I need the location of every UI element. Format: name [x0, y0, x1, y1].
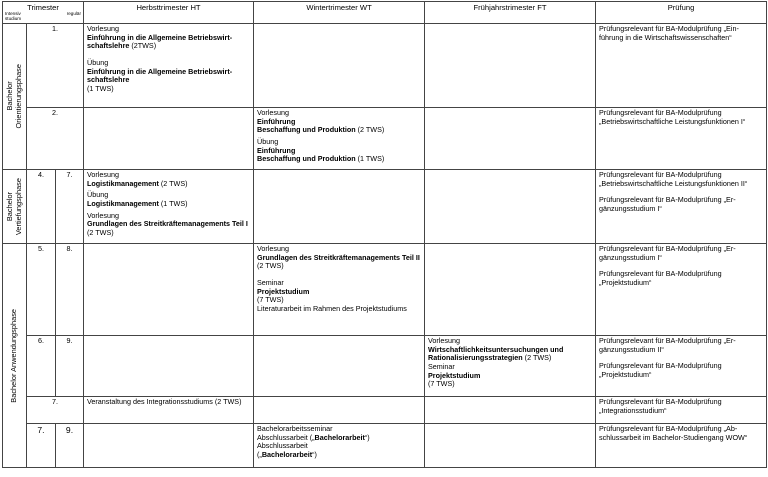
course-title: Bachelorarbeit	[261, 449, 313, 459]
table-row	[3, 108, 767, 170]
curriculum-table	[2, 1, 767, 468]
wt-cell	[254, 244, 425, 336]
trimester-title: Trimester	[27, 3, 59, 12]
course-type: Abschlussarbeit	[257, 441, 308, 451]
pruefung-cell	[596, 170, 767, 244]
course-tws: (7 TWS)	[428, 379, 455, 389]
trimester-number-regulaer: 9.	[56, 424, 84, 468]
ht-cell	[84, 170, 254, 244]
phase-vertiefung	[3, 170, 27, 244]
table-row	[3, 170, 767, 244]
course-type: Vorlesung	[257, 244, 289, 253]
pruefung-text: Prüfungsrelevant für BA-Modulprüfung „Betriebswirtschaftliche Leistungsfunktionen II“	[599, 170, 748, 188]
trimester-number-regulaer: 9.	[56, 336, 84, 397]
wt-cell	[254, 108, 425, 170]
course-type: Vorlesung	[257, 108, 289, 117]
pruefung-cell: Prüfungsrelevant für BA-Modulprüfung „Betriebswirtschaftliche Leistungsfunktionen I“	[596, 108, 767, 170]
course-title: Grundlagen des Streitkräftemanagements Teil II	[257, 252, 420, 262]
table-row	[3, 244, 767, 336]
ft-cell	[425, 108, 596, 170]
ft-cell	[425, 336, 596, 397]
course-title: Einführung	[257, 145, 296, 155]
course-type: Seminar	[428, 361, 455, 371]
header-row	[3, 2, 767, 24]
ft-cell	[425, 24, 596, 108]
trimester-number: 2.	[27, 108, 84, 170]
pruefung-cell: Prüfungsrelevant für BA-Modulprüfung „Ab-schlussarbeit im Bachelor-Studiengang WOW“	[596, 424, 767, 468]
course-type: Vorlesung	[87, 170, 119, 179]
wt-cell	[254, 24, 425, 108]
course-title: Einführung in die Allgemeine Betriebswirt-schaftslehre	[87, 32, 233, 51]
trimester-number-intensiv: 6.	[27, 336, 56, 397]
pruefung-cell: Prüfungsrelevant für BA-Modulprüfung „Ein-führung in die Wirtschaftswissenschaften“	[596, 24, 767, 108]
course-note: („	[257, 449, 262, 459]
course-type: Vorlesung	[428, 336, 460, 345]
course-tws: (2 TWS)	[87, 227, 114, 237]
course-tws: (2TWS)	[129, 41, 157, 51]
course-tws: (2 TWS)	[355, 125, 385, 135]
course-type: Übung	[257, 136, 279, 146]
pruefung-text: Prüfungsrelevant für BA-Modulprüfung „Projektstudium“	[599, 269, 722, 287]
course-type: Vorlesung	[87, 210, 119, 220]
pruefung-text: Prüfungsrelevant für BA-Modulprüfung „Er-gänzungsstudium I“	[599, 195, 736, 213]
phase-vertiefung-label: Bachelor Vertiefungsphase	[4, 177, 23, 236]
trimester-number-regulaer: 8.	[56, 244, 84, 336]
course-note: “)	[312, 449, 317, 459]
course-title: Logistikmanagement	[87, 198, 159, 208]
ht-cell	[84, 24, 254, 108]
trimester-number: 1.	[27, 24, 84, 108]
phase-orientierung	[3, 24, 27, 170]
trimester-number: 7.	[27, 397, 84, 424]
course-type: Übung	[87, 190, 109, 200]
trimester-number-regulaer: 7.	[56, 170, 84, 244]
course-type: Bachelorarbeitsseminar	[257, 424, 333, 433]
pruefung-text: Prüfungsrelevant für BA-Modulprüfung „Projektstudium“	[599, 361, 722, 379]
wt-cell	[254, 336, 425, 397]
course-title: Grundlagen des Streitkräftemanagements Teil I	[87, 219, 248, 229]
course-type: Seminar	[257, 277, 284, 287]
ft-cell	[425, 244, 596, 336]
course-type: Übung	[87, 57, 109, 67]
course-type: Vorlesung	[87, 24, 119, 33]
course-title: Wirtschaftlichkeitsuntersuchungen und Rationalisierungsstrategien	[428, 344, 564, 363]
ht-cell	[84, 424, 254, 468]
intensiv-label: Intensiv studium	[5, 11, 22, 21]
ht-cell	[84, 244, 254, 336]
pruefung-cell	[596, 244, 767, 336]
ht-cell: Veranstaltung des Integrationsstudiums (2 TWS)	[84, 397, 254, 424]
course-tws: (1 TWS)	[87, 83, 114, 93]
regulaer-label: regulär	[66, 11, 82, 17]
pruefung-text: Prüfungsrelevant für BA-Modulprüfung „Er-gänzungsstudium II“	[599, 336, 736, 354]
trimester-header	[3, 2, 84, 24]
phase-anwendung-label: Bachelor Anwendungsphase	[9, 308, 19, 403]
course-note: Literaturarbeit im Rahmen des Projektstudiums	[257, 303, 407, 313]
wt-header: Wintertrimester WT	[254, 2, 425, 24]
course-title: Projektstudium	[257, 286, 310, 296]
wt-cell	[254, 397, 425, 424]
course-note: Abschlussarbeit („	[257, 432, 315, 442]
ht-cell	[84, 336, 254, 397]
course-tws: (1 TWS)	[158, 198, 188, 208]
wt-cell	[254, 424, 425, 468]
trimester-number-intensiv: 7.	[27, 424, 56, 468]
ht-cell	[84, 108, 254, 170]
trimester-number-intensiv: 4.	[27, 170, 56, 244]
trimester-number-intensiv: 5.	[27, 244, 56, 336]
course-title: Projektstudium	[428, 370, 481, 380]
course-title: Einführung	[257, 116, 296, 126]
course-title: Logistikmanagement	[87, 178, 159, 188]
ft-header: Frühjahrstrimester FT	[425, 2, 596, 24]
table-row	[3, 336, 767, 397]
table-row	[3, 397, 767, 424]
course-note: “)	[364, 432, 370, 442]
table-row	[3, 24, 767, 108]
course-title: Beschaffung und Produktion	[257, 125, 356, 135]
pruefung-cell	[596, 336, 767, 397]
table-row	[3, 424, 767, 468]
course-tws: (2 TWS)	[158, 178, 188, 188]
course-title: Einführung in die Allgemeine Betriebswirt-schaftslehre	[87, 66, 233, 85]
ft-cell	[425, 397, 596, 424]
course-tws: (7 TWS)	[257, 295, 284, 305]
ft-cell	[425, 424, 596, 468]
ht-header: Herbsttrimester HT	[84, 2, 254, 24]
course-tws: (2 TWS)	[257, 261, 284, 271]
wt-cell	[254, 170, 425, 244]
phase-orientierung-label: Bachelor Orientierungsphase	[4, 64, 23, 129]
course-title: Bachelorarbeit	[314, 432, 365, 442]
pruefung-header: Prüfung	[596, 2, 767, 24]
course-title: Beschaffung und Produktion	[257, 154, 356, 164]
course-tws: (2 TWS)	[522, 353, 552, 363]
pruefung-text: Prüfungsrelevant für BA-Modulprüfung „Er-gänzungsstudium I“	[599, 244, 736, 262]
phase-anwendung	[3, 244, 27, 468]
ft-cell	[425, 170, 596, 244]
pruefung-cell: Prüfungsrelevant für BA-Modulprüfung „Integrationsstudium“	[596, 397, 767, 424]
course-tws: (1 TWS)	[355, 154, 385, 164]
